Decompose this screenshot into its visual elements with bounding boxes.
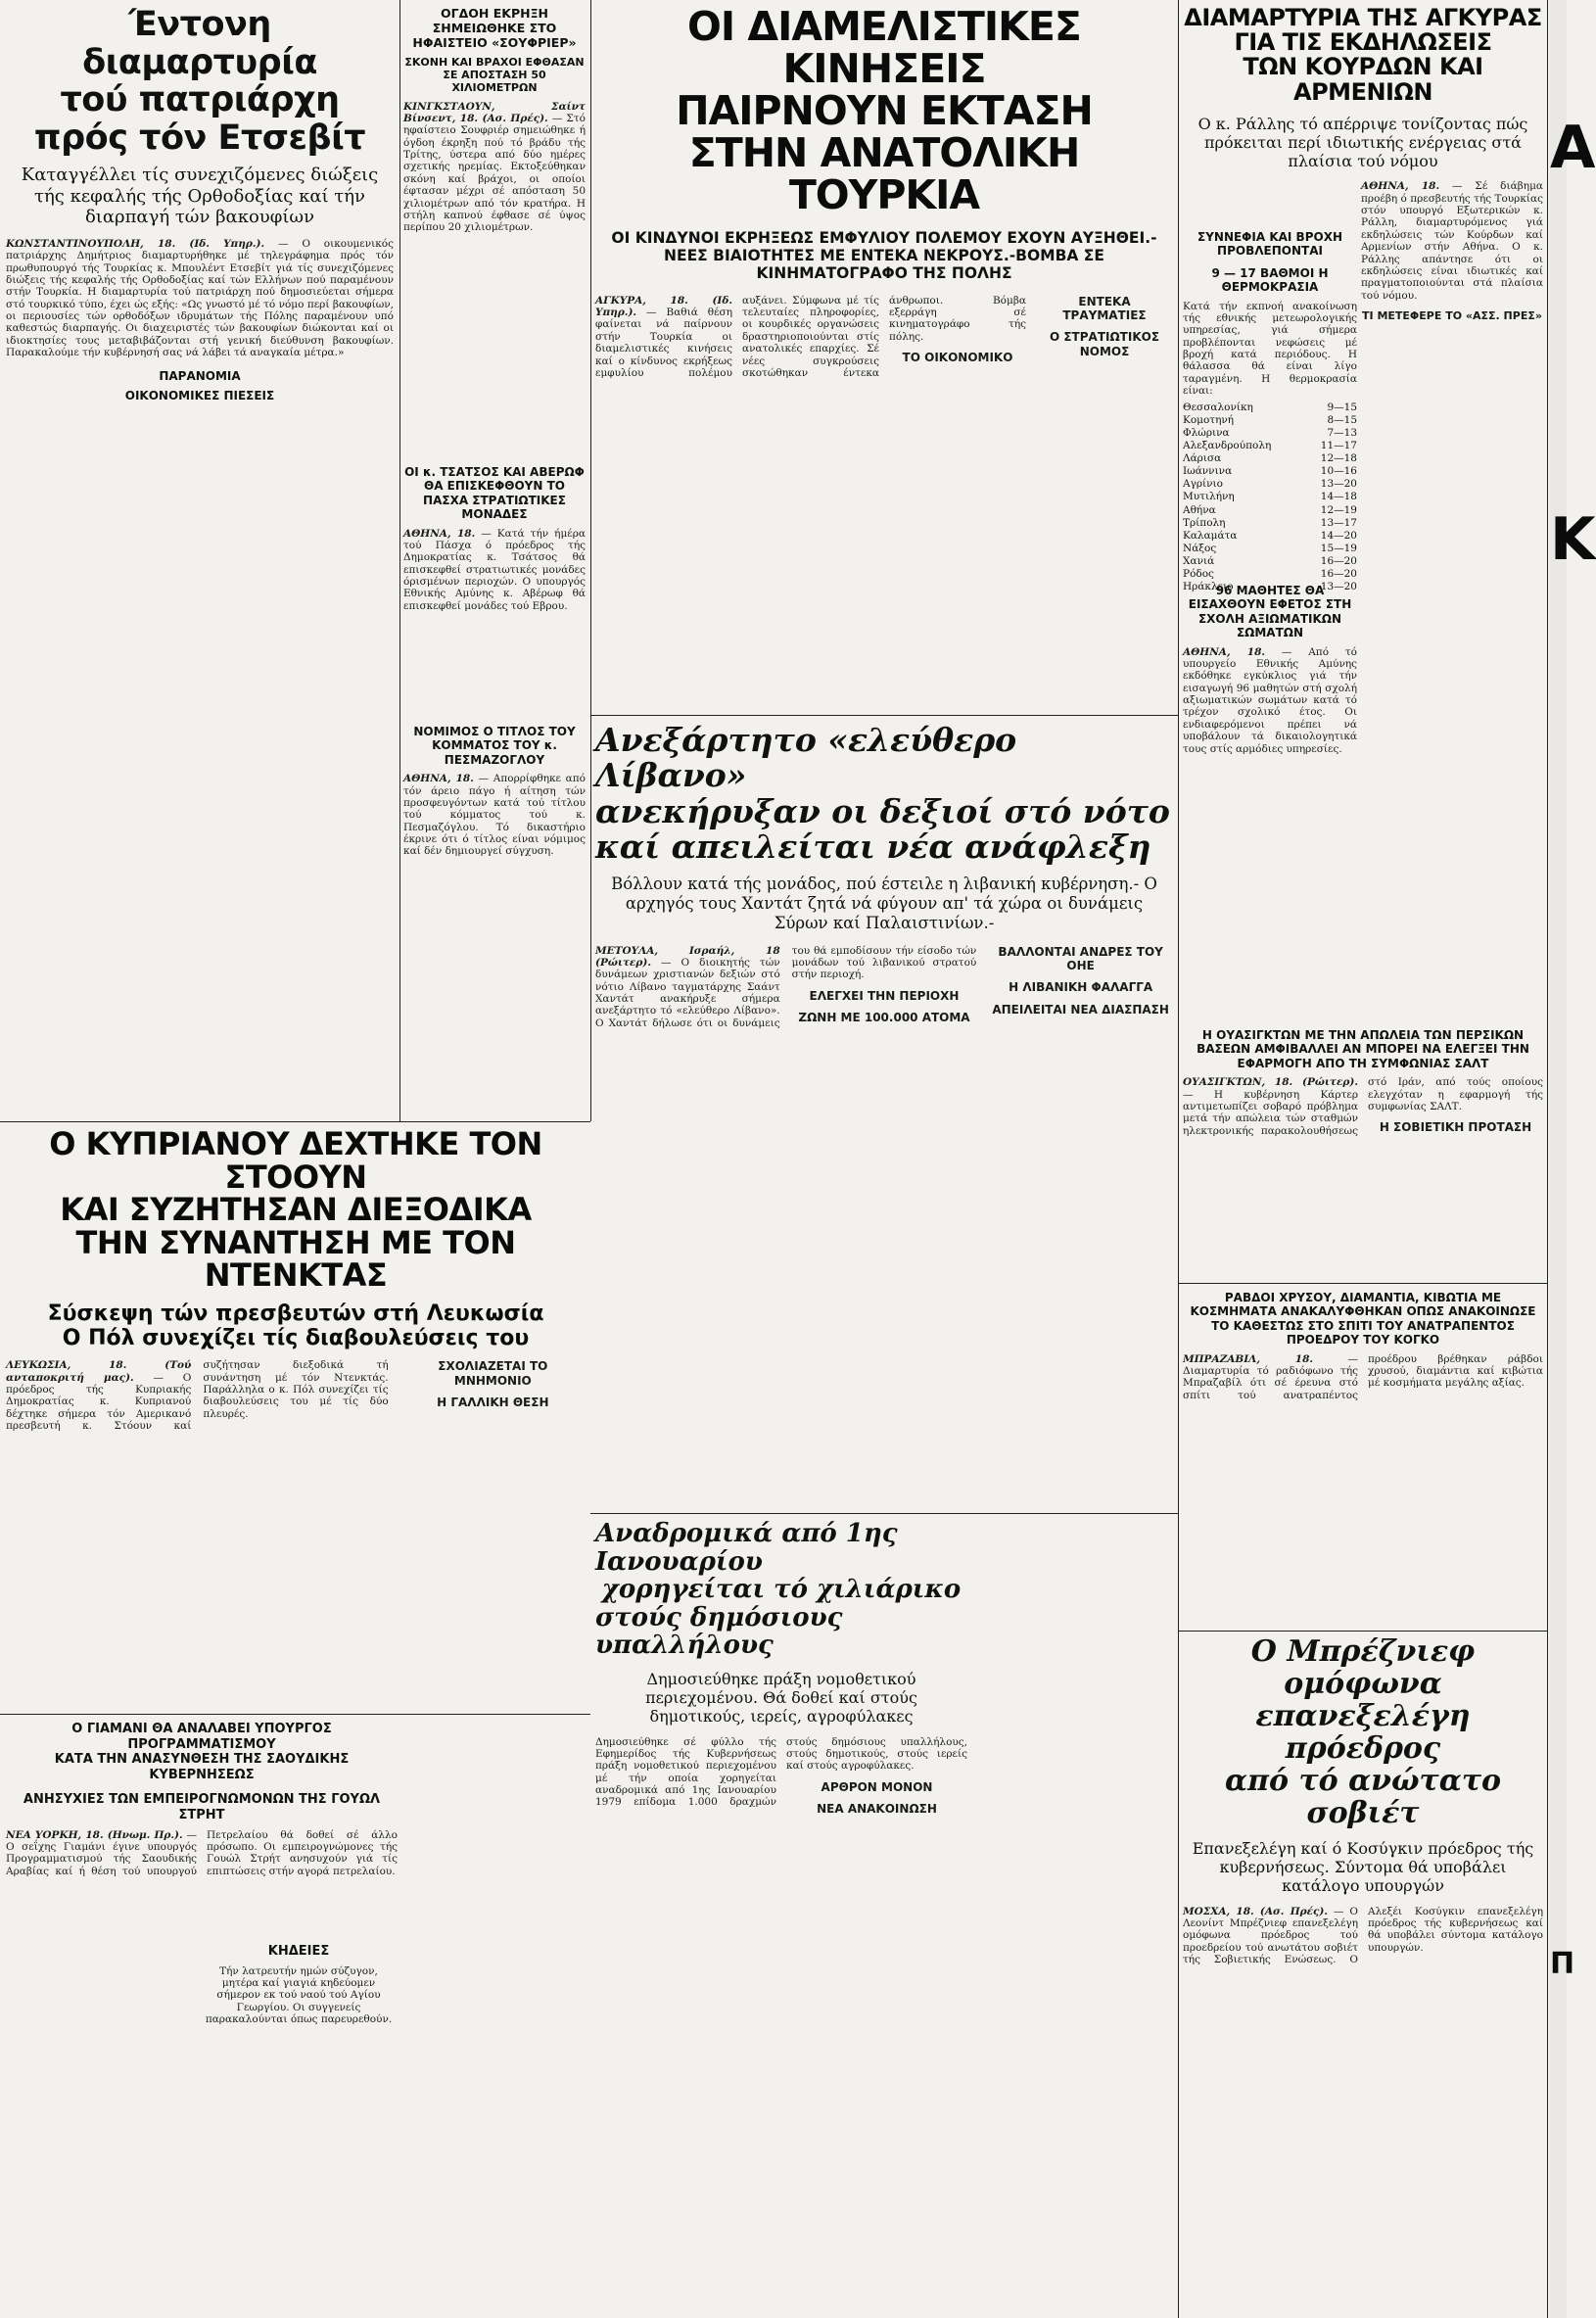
body-text: — Ο σεΐχης Γιαμάνι έγινε υπουργός Προγραμματισμού τής Σαουδικής Αραβίας καί ή θέση τού υπουργού Πετρελαίου θά δοθεί σέ άλλο πρόσωπο. Οι εμπειρογνώμονες τής Γουώλ Στρήτ ανησυχούν γιά τίς επιπτώσεις στήν αγορά πετρελαίου. — [6, 1828, 398, 1877]
city-name: Χανιά — [1183, 555, 1215, 568]
city-name: Θεσσαλονίκη — [1183, 401, 1253, 413]
headline-line: επανεξελέγη πρόεδρος — [1255, 1699, 1471, 1766]
headline-line: στούς δημόσιους υπαλλήλους — [595, 1602, 843, 1661]
headline-line: χορηγείται τό χιλιάρικο — [601, 1575, 962, 1605]
body-text: — Ο οικουμενικός πατριάρχης Δημήτριος διαμαρτυρήθηκε μέ τηλεγράφημα πρός τόν πρωθυπουργό τής Τουρκίας κ. Μπουλέντ Ετσεβίτ γιά τίς συνεχιζόμενες διώξεις τής κεφαλής τής Ορθοδοξίας καί τών Ελλήνων πού παραμένουν στήν Τουρκία. Η διαμαρτυρία τού πατριάρχη πού δημοσιεύεται σήμερα στό τουρκικό τύπο, έχει ώς εξής: «Ως γνωστό μέ τό νόμο περί βακουφίων, οι περιουσίες τών ορθοδόξων ιδρυμάτων τής Πόλης παραμένουν υπό καθεστώς διαρπαγής. Οι διαχειριστές τών βακουφίων διώκονται καί οι ιδιοκτησίες τους μεταβιβάζονται στή γενική διεύθυνση βακουφίων. Παρακαλούμε τήν κυβέρνησή σας νά λάβει τά αναγκαία μέτρα.» — [6, 237, 394, 359]
city-name: Καλαμάτα — [1183, 529, 1238, 542]
temperature-range: 14—20 — [1320, 529, 1357, 542]
temperature-range: 12—19 — [1320, 503, 1357, 516]
article-title: Η ΟΥΑΣΙΓΚΤΩΝ ΜΕ ΤΗΝ ΑΠΩΛΕΙΑ ΤΩΝ ΠΕΡΣΙΚΩΝ ΒΑΣΕΩΝ ΑΜΦΙΒΑΛΛΕΙ ΑΝ ΜΠΟΡΕΙ ΝΑ ΕΛΕΓΞΕΙ ΤΗΝ ΕΦΑΡΜΟΓΗ ΑΠΟ ΤΗ ΣΥΜΦΩΝΙΑΣ ΣΑΛΤ — [1197, 1028, 1529, 1070]
temperature-row — [1183, 504, 1357, 517]
article-body — [1183, 1076, 1543, 1138]
headline — [595, 723, 1173, 865]
headline-line: ΣΤΗΝ ΑΝΑΤΟΛΙΚΗ ΤΟΥΡΚΙΑ — [688, 129, 1080, 219]
brezhnev-article — [1183, 1635, 1543, 2311]
body-text: Δημοσιεύθηκε σέ φύλλο τής Εφημερίδος τής Κυβερνήσεως πράξη νομοθετικού περιεχομένου μέ τήν οποία χορηγείται αναδρομικά από 1ης Ιανουαρίου 1979 επίδομα 1.000 δραχμών στούς δημόσιους υπαλλήλους, στούς δημοτικούς, στούς ιερείς καί στούς αγροφύλακες. — [595, 1735, 967, 1809]
article-title: ΝΟΜΙΜΟΣ Ο ΤΙΤΛΟΣ ΤΟΥ ΚΟΜΜΑΤΟΣ ΤΟΥ κ. ΠΕΣΜΑΖΟΓΛΟΥ — [413, 725, 576, 767]
headline-line: ΓΙΑ ΤΙΣ ΕΚΔΗΛΩΣΕΙΣ — [1234, 28, 1492, 57]
section-heading: ΟΙΚΟΝΟΜΙΚΕΣ ΠΙΕΣΕΙΣ — [124, 388, 275, 402]
article-subtitle: ΑΝΗΣΥΧΙΕΣ ΤΩΝ ΕΜΠΕΙΡΟΓΝΩΜΟΝΩΝ ΤΗΣ ΓΟΥΩΛ ΣΤΡΗΤ — [23, 1792, 381, 1822]
subhead: Ο κ. Ράλλης τό απέρριψε τονίζοντας πώς πρόκειται περί ιδιωτικής ενέργειας στά πλαίσια τού νόμου — [1197, 114, 1528, 171]
body-text: — Κατά τήν ήμέρα τού Πάσχα ό πρόεδρος τής Δημοκρατίας κ. Τσάτσος θά επισκεφθεί στρατιωτικές μονάδες όρισμένων περιοχών. Ο υπουργός Εθνικής Αμύνης κ. Αβέρωφ θά επισκεφθεί μονάδες τού Εβρου. — [403, 527, 586, 612]
dateline: ΑΘΗΝΑ, 18. — [403, 773, 474, 785]
body-text: — Βαθιά θέση φαίνεται νά παίρνουν στήν Τουρκία οι διαμελιστικές κινήσεις καί ο κίνδυνος εκρήξεως εμφυλίου πολέμου αυξάνει. Σύμφωνα μέ τίς τελευταίες πληροφορίες, οι κουρδικές οργανώσεις δραστηριοποιούνται στίς ανατολικές επαρχίες. Σέ νέες συγκρούσεις σκοτώθηκαν έντεκα άνθρωποι. Βόμβα εξερράγη σέ κινηματογράφο τής πόλης. — [595, 294, 1026, 379]
temperature-range: 9—15 — [1327, 401, 1357, 413]
notices-title: ΚΗΔΕΙΕΣ — [267, 1944, 330, 1959]
dateline: ΑΘΗΝΑ, 18. — [1183, 645, 1266, 658]
temperature-row — [1183, 465, 1357, 478]
section-heading: ΕΝΤΕΚΑ ΤΡΑΥΜΑΤΙΕΣ — [1062, 294, 1147, 323]
dateline: ΝΕΑ ΥΟΡΚΗ, 18. (Ηνωμ. Πρ.). — [6, 1828, 183, 1841]
body-text: — Σέ διάβημα προέβη ό πρεσβευτής τής Τουρκίας στόν υπουργό Εξωτερικών κ. Ράλλη, διαμαρτυρόμενος γιά εκδηλώσεις τών Κούρδων καί Αρμενίων στήν Αθήνα. Ο κ. Ράλλης απάντησε ότι οι εκδηλώσεις είναι ιδιωτικές καί πραγματοποιούνται στά πλαίσια τού νόμου. — [1361, 180, 1543, 302]
body-text: — Ο πρόεδρος τής Κυπριακής Δημοκρατίας κ. Κυπριανού δέχτηκε σήμερα τόν Αμερικανό πρεσβευτή κ. Στόουν καί συζήτησαν διεξοδικά τή συνάντηση μέ τόν Ντενκτάς. Παράλληλα ο κ. Πόλ συνεχίζει τίς διαβουλεύσεις του μέ τίς δύο πλευρές. — [6, 1359, 389, 1433]
column-rule — [590, 0, 591, 1121]
city-name: Φλώρινα — [1183, 426, 1230, 439]
tsatsos-article — [403, 465, 586, 710]
temperature-range: 15—19 — [1320, 542, 1357, 554]
headline-line: Ο ΚΥΠΡΙΑΝΟΥ ΔΕΧΤΗΚΕ ΤΟΝ ΣΤΟΟΥΝ — [49, 1125, 542, 1196]
article-title: 96 ΜΑΘΗΤΕΣ ΘΑ ΕΙΣΑΧΘΟΥΝ ΕΦΕΤΟΣ ΣΤΗ ΣΧΟΛΗ ΑΞΙΩΜΑΤΙΚΩΝ ΣΩΜΑΤΩΝ — [1188, 584, 1352, 640]
section-heading: Η ΓΑΛΛΙΚΗ ΘΕΣΗ — [437, 1395, 549, 1409]
section-heading: ΣΧΟΛΙΑΖΕΤΑΙ ΤΟ ΜΝΗΜΟΝΙΟ — [438, 1359, 548, 1388]
dateline: ΜΕΤΟΥΛΑ, Ισραήλ, 18 (Ρώιτερ). — [595, 944, 780, 969]
congo-article — [1183, 1291, 1543, 1624]
headline-line: Έντονη διαμαρτυρία — [82, 5, 317, 82]
body-text: — Απορρίφθηκε από τόν άρειο πάγο ή αίτηση τών προσφευγόντων κατά τού τίτλου τού κόμματος τού κ. Πεσμαζόγλου. Τό δικαστήριο έκρινε ότι ό τίτλος είναι νόμιμος καί δέν δημιουργεί σύγχυση. — [403, 773, 586, 858]
temperature-row — [1183, 491, 1357, 503]
article-body — [1183, 1906, 1543, 1966]
dateline: ΑΘΗΝΑ, 18. — [1361, 180, 1440, 193]
edge-letter: Π — [1550, 1947, 1575, 1981]
article-subtitle: ΣΚΟΝΗ ΚΑΙ ΒΡΑΧΟΙ ΕΦΘΑΣΑΝ ΣΕ ΑΠΟΣΤΑΣΗ 50 ΧΙΛΙΟΜΕΤΡΩΝ — [404, 56, 585, 95]
section-heading: ΑΡΘΡΟΝ ΜΟΝΟΝ — [821, 1779, 933, 1794]
article-body — [595, 1736, 967, 1817]
section-heading: Ο ΣΤΡΑΤΙΩΤΙΚΟΣ ΝΟΜΟΣ — [1049, 330, 1160, 358]
temperature-range: 11—17 — [1320, 439, 1357, 451]
headline-line: ΚΑΙ ΣΥΖΗΤΗΣΑΝ ΔΙΕΞΟΔΙΚΑ — [60, 1191, 532, 1229]
column-rule — [399, 0, 400, 1121]
volcano-article — [403, 6, 586, 368]
section-rule — [1178, 1283, 1547, 1284]
weather-title: ΣΥΝΝΕΦΙΑ ΚΑΙ ΒΡΟΧΗ ΠΡΟΒΛΕΠΟΝΤΑΙ — [1197, 230, 1342, 259]
article-title: ΟΙ κ. ΤΣΑΤΣΟΣ ΚΑΙ ΑΒΕΡΩΦ ΘΑ ΕΠΙΣΚΕΦΘΟΥΝ ΤΟ ΠΑΣΧΑ ΣΤΡΑΤΙΩΤΙΚΕΣ ΜΟΝΑΔΕΣ — [404, 465, 585, 522]
temperature-range: 13—20 — [1320, 581, 1357, 593]
city-name: Κομοτηνή — [1183, 413, 1235, 426]
article-body — [595, 295, 1173, 380]
weather-subtitle: 9 — 17 ΒΑΘΜΟΙ Η ΘΕΡΜΟΚΡΑΣΙΑ — [1211, 265, 1329, 295]
subhead: ΟΙ ΚΙΝΔΥΝΟΙ ΕΚΡΗΞΕΩΣ ΕΜΦΥΛΙΟΥ ΠΟΛΕΜΟΥ ΕΧΟΥΝ ΑΥΞΗΘΕΙ.- ΝΕΕΣ ΒΙΑΙΟΤΗΤΕΣ ΜΕ ΕΝΤΕΚΑ ΝΕΚΡΟΥΣ.-ΒΟΜΒΑ ΣΕ ΚΙΝΗΜΑΤΟΓΡΑΦΟ ΤΗΣ ΠΟΛΗΣ — [611, 229, 1157, 282]
section-heading: Η ΛΙΒΑΝΙΚΗ ΦΑΛΑΓΓΑ — [1009, 980, 1153, 995]
section-rule — [1178, 1631, 1547, 1632]
city-name: Μυτιλήνη — [1183, 491, 1235, 503]
subhead: Σύσκεψη τών πρεσβευτών στή Λευκωσία — [47, 1301, 544, 1326]
edge-letter: Α — [1550, 114, 1596, 182]
city-name: Αγρίνιο — [1183, 478, 1223, 491]
dateline: ΟΥΑΣΙΓΚΤΩΝ, 18. (Ρώιτερ). — [1183, 1076, 1358, 1089]
article-body — [1361, 180, 1543, 322]
article-body — [1183, 646, 1357, 755]
temperature-row — [1183, 555, 1357, 568]
article-body — [6, 1359, 586, 1432]
patriarch-article — [6, 6, 394, 1114]
temperature-row — [1183, 568, 1357, 581]
section-rule — [0, 1714, 590, 1715]
column-rule — [1178, 0, 1179, 2318]
temperature-row — [1183, 478, 1357, 491]
body-text: — Ο Λεονίντ Μπρέζνιεφ επανεξελέγη ομόφωνα πρόεδρος τού προεδρείου τού ανωτάτου σοβιέτ τής Σοβιετικής Ενώσεως. Ο Αλεξέι Κοσύγκιν επανεξελέγη πρόεδρος τής κυβερνήσεως καί θά υποβάλει σύντομα κατάλογο υπουργών. — [1183, 1905, 1543, 1966]
article-body — [6, 238, 394, 359]
city-name: Ιωάννινα — [1183, 465, 1233, 478]
temperature-range: 16—20 — [1320, 555, 1357, 568]
section-heading: ΤΟ ΟΙΚΟΝΟΜΙΚΟ — [902, 351, 1013, 365]
body-text: — Ο διοικητής τών δυνάμεων χριστιανών δεξιών στό νότιο Λίβανο ταγματάρχης Σαάντ Χαντάτ ανακήρυξε σήμερα ανεξάρτητο τό «ελεύθερο Λίβανο». Ο Χαντάτ δήλωσε ότι οι δυνάμεις του θά εμποδίσουν τήν είσοδο τών μονάδων τού λιβανικού στρατού στήν περιοχή. — [595, 944, 977, 1029]
headline-line: καί απειλείται νέα ανάφλεξη — [595, 827, 1151, 866]
temperature-row — [1183, 517, 1357, 530]
subhead: Δημοσιεύθηκε πράξη νομοθετικού περιεχομένου. Θά δοθεί καί στούς δημοτικούς, ιερείς, αγροφύλακες — [645, 1669, 917, 1727]
article-body — [403, 528, 586, 613]
city-name: Αθήνα — [1183, 503, 1216, 516]
headline — [595, 1520, 967, 1660]
temperature-range: 10—16 — [1320, 465, 1357, 478]
party-title-article — [403, 725, 586, 1116]
temperature-table — [1183, 402, 1357, 594]
lebanon-article — [595, 723, 1173, 1506]
section-heading: ΕΛΕΓΧΕΙ ΤΗΝ ΠΕΡΙΟΧΗ — [809, 988, 960, 1003]
city-name: Τρίπολη — [1183, 516, 1226, 529]
article-body — [595, 945, 1173, 1030]
section-rule — [590, 1513, 1178, 1514]
temperature-row — [1183, 402, 1357, 414]
headline-line: ΠΑΙΡΝΟΥΝ ΕΚΤΑΣΗ — [676, 87, 1093, 135]
article-body — [6, 1829, 398, 1878]
section-heading: ΖΩΝΗ ΜΕ 100.000 ΑΤΟΜΑ — [798, 1011, 970, 1025]
funeral-notices — [201, 1944, 397, 2306]
article-title: ΚΑΤΑ ΤΗΝ ΑΝΑΣΥΝΘΕΣΗ ΤΗΣ ΣΑΟΥΔΙΚΗΣ ΚΥΒΕΡΝΗΣΕΩΣ — [54, 1752, 350, 1782]
article-title: ΡΑΒΔΟΙ ΧΡΥΣΟΥ, ΔΙΑΜΑΝΤΙΑ, ΚΙΒΩΤΙΑ ΜΕ ΚΟΣΜΗΜΑΤΑ ΑΝΑΚΑΛΥΦΘΗΚΑΝ ΟΠΩΣ ΑΝΑΚΟΙΝΩΣΕ ΤΟ ΚΑΘΕΣΤΩΣ ΣΤΟ ΣΠΙΤΙ ΤΟΥ ΑΝΑΤΡΑΠΕΝΤΟΣ ΠΡΟΕΔΡΟΥ ΤΟΥ ΚΟΓΚΟ — [1190, 1291, 1536, 1348]
salt-article — [1183, 1028, 1543, 1278]
weather-box — [1183, 230, 1357, 593]
headline — [6, 6, 394, 157]
headline-line: Αναδρομικά από 1ης Ιανουαρίου — [595, 1519, 898, 1577]
dateline: ΜΟΣΧΑ, 18. (Ασ. Πρές). — [1183, 1905, 1328, 1917]
headline-line: Ανεξάρτητο «ελεύθερο Λίβανο» — [595, 721, 1017, 795]
temperature-range: 14—18 — [1320, 491, 1357, 503]
city-name: Αλεξανδρούπολη — [1183, 439, 1272, 451]
headline — [1183, 6, 1543, 105]
pay-bonus-article — [595, 1520, 1173, 2311]
dateline: ΚΩΝΣΤΑΝΤΙΝΟΥΠΟΛΗ, 18. (Ιδ. Υπηρ.). — [6, 237, 265, 250]
headline — [1183, 1635, 1543, 1829]
section-heading: ΠΑΡΑΝΟΜΙΑ — [159, 368, 241, 383]
weather-body: Κατά τήν εκπνοή ανακοίνωση τής εθνικής μετεωρολογικής υπηρεσίας, γιά σήμερα προβλέπονται νεφώσεις μέ βροχή κατά περιόδους. Η θάλασσα θά είναι λίγο ταραγμένη. Η θερμοκρασία είναι: — [1183, 300, 1357, 398]
section-heading: ΝΕΑ ΑΝΑΚΟΙΝΩΣΗ — [817, 1802, 937, 1817]
temperature-row — [1183, 427, 1357, 440]
students-article — [1183, 584, 1357, 1015]
turkey-article — [595, 3, 1173, 709]
headline-line: ΤΗΝ ΣΥΝΑΝΤΗΣΗ ΜΕ ΤΟΝ ΝΤΕΝΚΤΑΣ — [75, 1223, 516, 1295]
body-text: — Διαμαρτυρία τό ραδιόφωνο τής Μπραζαβίλ ότι σέ έρευνα στό σπίτι τού ανατραπέντος προέδρου βρέθηκαν ράβδοι χρυσού, διαμάντια καί κιβώτια μέ κοσμήματα μεγάλης αξίας. — [1183, 1352, 1543, 1401]
headline — [595, 3, 1173, 219]
temperature-range: 8—15 — [1327, 413, 1357, 426]
subhead: Βόλλουν κατά τής μονάδος, πού έστειλε η λιβανική κυβέρνηση.- Ο αρχηγός τους Χαντάτ ζητά νά φύγουν απ' τά χώρα οι δυνάμεις Σύρων καί Παλαιστινίων.- — [611, 875, 1157, 932]
temperature-range: 12—18 — [1320, 452, 1357, 465]
cyprus-article — [6, 1125, 586, 1708]
city-name: Νάξος — [1183, 542, 1217, 554]
article-title: Ο ΓΙΑΜΑΝΙ ΘΑ ΑΝΑΛΑΒΕΙ ΥΠΟΥΡΓΟΣ ΠΡΟΓΡΑΜΜΑΤΙΣΜΟΥ — [71, 1722, 332, 1752]
dateline: ΜΠΡΑΖΑΒΙΛ, 18. — [1183, 1352, 1314, 1365]
section-heading: ΑΠΕΙΛΕΙΤΑΙ ΝΕΑ ΔΙΑΣΠΑΣΗ — [992, 1002, 1169, 1017]
subhead: Επανεξελέγη καί ό Κοσύγκιν πρόεδρος τής κυβερνήσεως. Σύντομα θά υποβάλει κατάλογο υπουργών — [1192, 1839, 1534, 1896]
edge-letter: Κ — [1550, 505, 1596, 574]
temperature-range: 13—20 — [1320, 478, 1357, 491]
subhead: Ο Πόλ συνεχίζει τίς διαβουλεύσεις του — [62, 1326, 530, 1351]
temperature-range: 16—20 — [1320, 568, 1357, 581]
body-text: — Στό ηφαίστειο Σουφριέρ σημειώθηκε ή όγδοη έκρηξη πού τό βράδυ τής Τρίτης, ύστερα από δύο ημέρες σχετικής ηρεμίας. Εκτοξεύθηκαν σκόνη καί βράχοι, οι οποίοι έφτασαν μέχρι σέ απόσταση 50 χιλιομέτρων από τόν κρατήρα. Η στήλη καπνού έφθασε σέ ύψος περίπου 20 χιλιομέτρων. — [403, 112, 586, 234]
article-title: ΟΓΔΟΗ ΕΚΡΗΞΗ ΣΗΜΕΙΩΘΗΚΕ ΣΤΟ ΗΦΑΙΣΤΕΙΟ «ΣΟΥΦΡΙΕΡ» — [412, 6, 577, 50]
body-text: — Από τό υπουργείο Εθνικής Αμύνης εκδόθηκε εγκύκλιος γιά τήν εισαγωγή 96 μαθητών στή σχολή αξιωματικών σωμάτων κατά τό τρέχον σχολικό έτος. Οι ενδιαφερόμενοι πρέπει νά υποβάλουν τά δικαιολογητικά τους στίς αρμόδιες υπηρεσίες. — [1183, 645, 1357, 755]
article-body — [403, 101, 586, 234]
dateline: ΛΕΥΚΩΣΙΑ, 18. (Τού ανταποκριτή μας). — [6, 1359, 192, 1384]
city-name: Ηράκλειο — [1183, 581, 1234, 593]
section-rule — [0, 1121, 590, 1122]
dateline: ΑΓΚΥΡΑ, 18. (Ιδ. Υπηρ.). — [595, 294, 732, 319]
section-heading: Η ΣΟΒΙΕΤΙΚΗ ΠΡΟΤΑΣΗ — [1379, 1120, 1532, 1135]
temperature-range: 7—13 — [1327, 426, 1357, 439]
headline-line: ανεκήρυξαν οι δεξιοί στό νότο — [595, 791, 1170, 830]
temperature-row — [1183, 543, 1357, 555]
headline-line: πρός τόν Ετσεβίτ — [33, 118, 366, 158]
headline-line: ΟΙ ΔΙΑΜΕΛΙΣΤΙΚΕΣ ΚΙΝΗΣΕΙΣ — [687, 3, 1081, 93]
section-heading: ΤΙ ΜΕΤΕΦΕΡΕ ΤΟ «ΑΣΣ. ΠΡΕΣ» — [1362, 309, 1542, 323]
dateline: ΚΙΝΓΚΣΤΑΟΥΝ, Σαίντ Βίνσεντ, 18. (Ασ. Πρές). — [403, 100, 586, 124]
temperature-row — [1183, 440, 1357, 452]
temperature-range: 13—17 — [1320, 516, 1357, 529]
subhead: Καταγγέλλει τίς συνεχιζόμενες διώξεις τής κεφαλής τής Ορθοδοξίας καί τήν διαρπαγή τών βακουφίων — [21, 165, 379, 228]
city-name: Λάρισα — [1183, 452, 1222, 465]
section-rule — [590, 715, 1178, 716]
city-name: Ρόδος — [1183, 568, 1214, 581]
dateline: ΑΘΗΝΑ, 18. — [403, 527, 476, 540]
column-rule — [1547, 0, 1548, 2318]
article-body — [1183, 1353, 1543, 1402]
article-body — [403, 773, 586, 858]
headline-line: ΤΩΝ ΚΟΥΡΔΩΝ ΚΑΙ ΑΡΜΕΝΙΩΝ — [1243, 53, 1483, 106]
notices-body: Τήν λατρευτήν ημών σύζυγον, μητέρα καί γιαγιά κηδεύομεν σήμερον εκ τού ναού τού Αγίου Γεωργίου. Οι συγγενείς παρακαλούνται όπως παρευρεθούν. — [205, 1964, 393, 2026]
headline — [6, 1125, 586, 1295]
headline-line: Ο Μπρέζνιεφ ομόφωνα — [1250, 1634, 1476, 1701]
temperature-row — [1183, 414, 1357, 427]
temperature-row — [1183, 530, 1357, 543]
temperature-row — [1183, 452, 1357, 465]
adjacent-page-edge — [1550, 0, 1596, 2318]
headline-line: τού πατριάρχη — [60, 80, 340, 119]
section-heading: ΒΑΛΛΟΝΤΑΙ ΑΝΔΡΕΣ ΤΟΥ ΟΗΕ — [998, 944, 1163, 972]
headline-line: ΔΙΑΜΑΡΤΥΡΙΑ ΤΗΣ ΑΓΚΥΡΑΣ — [1184, 4, 1542, 31]
body-text: — Η κυβέρνηση Κάρτερ αντιμετωπίζει σοβαρό πρόβλημα μετά τήν απώλεια τών σταθμών ηλεκτρονικής παρακολουθήσεως στό Ιράν, από τούς οποίους ελεγχόταν η εφαρμογή τής συμφωνίας ΣΑΛΤ. — [1183, 1076, 1543, 1137]
headline-line: από τό ανώτατο σοβιέτ — [1224, 1764, 1502, 1830]
